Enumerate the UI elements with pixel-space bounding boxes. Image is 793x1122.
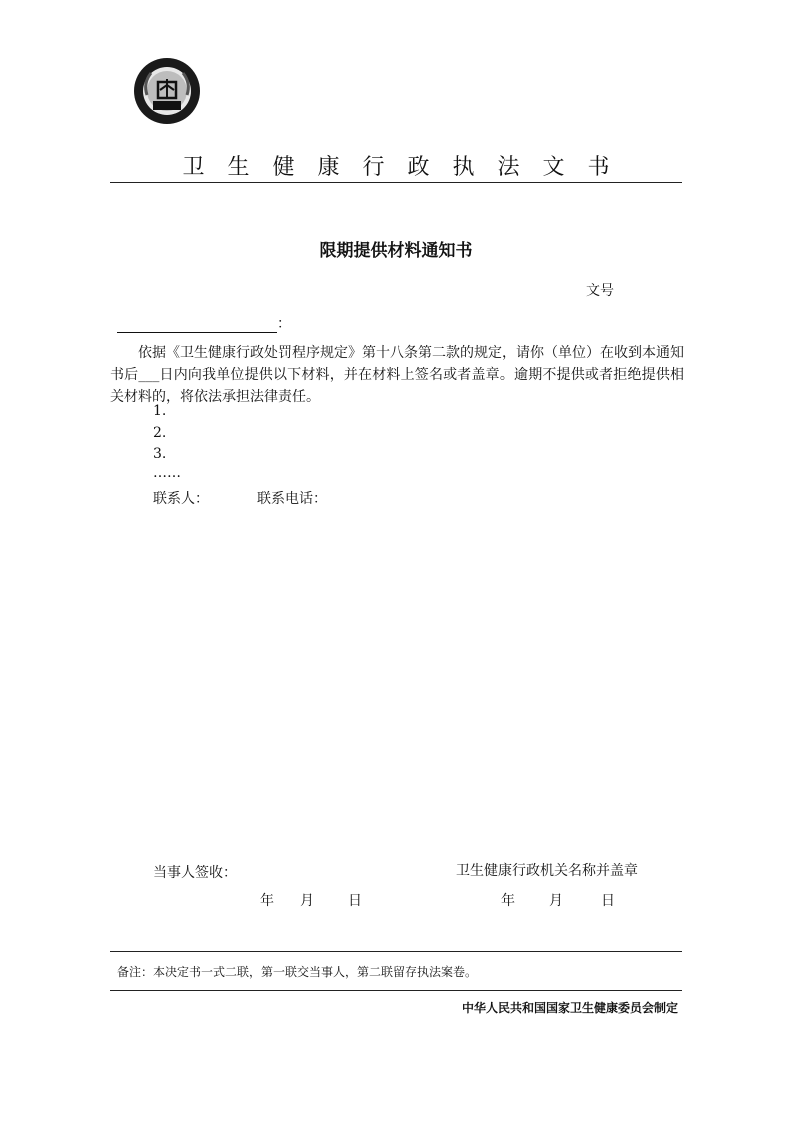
notice-body: [110, 342, 684, 408]
material-item-2: 2.: [153, 425, 167, 441]
agency-date-day: 日: [601, 893, 615, 909]
addressee-colon: ：: [277, 316, 291, 332]
notice-body-paragraph: 依据《卫生健康行政处罚程序规定》第十八条第二款的规定，请你（单位）在收到本通知书后___日内向我单位提供以下材料，并在材料上签名或者盖章。逾期不提供或者拒绝提供相关材料的，将依法承担法律责任。: [110, 345, 684, 405]
party-date-year: 年: [260, 893, 274, 909]
contact-row: [153, 488, 375, 508]
material-item-3: 3.: [153, 446, 167, 462]
agency-date: [501, 890, 615, 910]
footer-top-divider: [110, 951, 682, 952]
document-series-title: 卫生健康行政执法文书: [182, 155, 633, 180]
material-item-1: 1.: [153, 403, 167, 419]
emblem-logo-icon: [133, 57, 201, 125]
remark-note: 备注：本决定书一式二联，第一联交当事人，第二联留存执法案卷。: [117, 965, 478, 979]
addressee-line: [117, 313, 291, 333]
issuer-line: 中华人民共和国国家卫生健康委员会制定: [461, 1001, 678, 1015]
notice-title: 限期提供材料通知书: [319, 241, 473, 261]
party-date-day: 日: [348, 893, 362, 909]
agency-seal-label: 卫生健康行政机关名称并盖章: [456, 863, 638, 879]
document-number-label: 文号: [586, 283, 614, 299]
contact-person-label: 联系人：: [153, 491, 209, 507]
party-date-month: 月: [300, 893, 314, 909]
addressee-blank[interactable]: [117, 318, 277, 333]
agency-date-month: 月: [549, 893, 563, 909]
party-signature-label: 当事人签收：: [153, 865, 237, 881]
party-date: [260, 890, 362, 910]
agency-date-year: 年: [501, 893, 515, 909]
material-ellipsis: ……: [153, 465, 181, 481]
footer-bottom-divider: [110, 990, 682, 991]
contact-phone-label: 联系电话：: [257, 491, 327, 507]
header-divider: [110, 182, 682, 183]
